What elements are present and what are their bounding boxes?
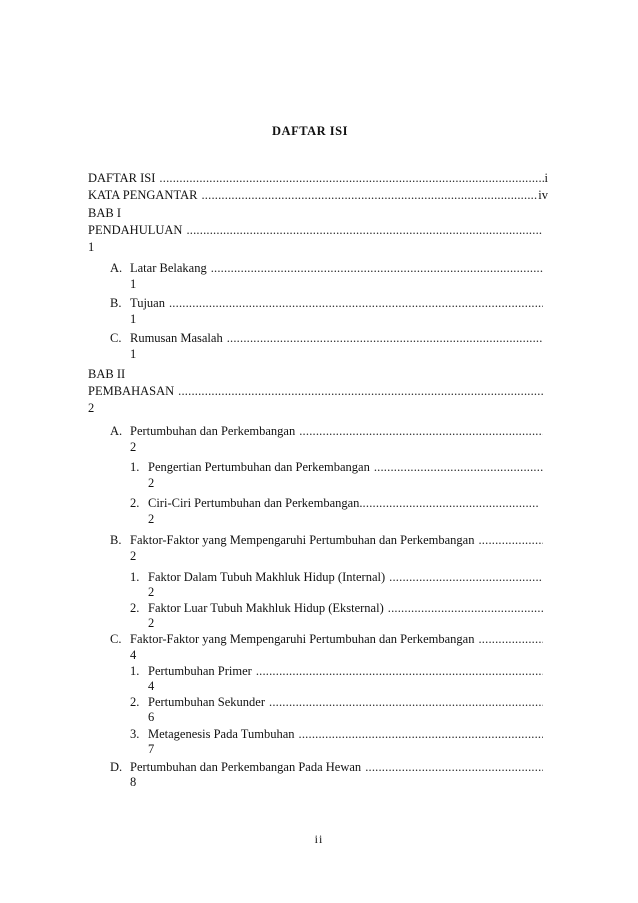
toc-leader <box>227 330 543 347</box>
toc-marker: 1. <box>130 570 140 584</box>
chapter-heading-bab-2: BAB II <box>88 367 126 381</box>
toc-page: 4 <box>130 648 137 662</box>
toc-page: iv <box>538 188 548 202</box>
toc-page: 8 <box>130 775 137 789</box>
toc-page: i <box>544 171 548 185</box>
toc-entry-pendahuluan[interactable] <box>88 222 543 239</box>
toc-page: 2 <box>130 549 137 563</box>
toc-entry-pembahasan[interactable] <box>88 383 543 400</box>
toc-marker: A. <box>110 261 123 275</box>
toc-marker: 2. <box>130 601 140 615</box>
toc-leader <box>256 663 543 680</box>
toc-marker: D. <box>110 760 123 774</box>
toc-leader <box>169 295 543 312</box>
toc-leader <box>211 260 543 277</box>
toc-marker: 2. <box>130 496 140 510</box>
toc-label: Pertumbuhan dan Perkembangan Pada Hewan <box>130 760 362 774</box>
toc-label: Pertumbuhan Primer <box>148 664 252 678</box>
toc-leader <box>365 759 543 776</box>
toc-entry-rumusan-masalah[interactable] <box>110 330 543 347</box>
toc-page: 1 <box>130 277 137 291</box>
toc-marker: B. <box>110 533 122 547</box>
toc-label: Rumusan Masalah <box>130 331 223 345</box>
toc-label: Latar Belakang <box>130 261 207 275</box>
toc-entry-tujuan[interactable] <box>110 295 543 312</box>
toc-leader <box>388 600 543 617</box>
toc-entry-pengertian[interactable] <box>130 459 543 476</box>
toc-label: DAFTAR ISI <box>88 171 156 185</box>
toc-marker: 2. <box>130 695 140 709</box>
toc-entry-faktor-faktor-c[interactable] <box>110 631 543 648</box>
toc-entry-pertumbuhan-dan-perkembangan[interactable] <box>110 423 543 440</box>
toc-leader <box>299 423 543 440</box>
toc-label: Metagenesis Pada Tumbuhan <box>148 727 295 741</box>
toc-entry-kata-pengantar[interactable] <box>88 187 548 204</box>
toc-page: 6 <box>148 710 155 724</box>
toc-leader <box>389 569 543 586</box>
toc-entry-latar-belakang[interactable] <box>110 260 543 277</box>
toc-page: 2 <box>148 512 155 526</box>
toc-entry-faktor-eksternal[interactable] <box>130 600 543 617</box>
toc-leader <box>178 383 543 400</box>
toc-page: 2 <box>148 476 155 490</box>
toc-marker: A. <box>110 424 123 438</box>
toc-page: 4 <box>148 679 155 693</box>
toc-page: 2 <box>148 585 155 599</box>
toc-label: Pengertian Pertumbuhan dan Perkembangan <box>148 460 370 474</box>
toc-leader <box>159 170 544 187</box>
toc-label: PENDAHULUAN <box>88 223 183 237</box>
toc-entry-faktor-internal[interactable] <box>130 569 543 586</box>
toc-entry-pertumbuhan-primer[interactable] <box>130 663 543 680</box>
toc-leader <box>374 459 543 476</box>
toc-marker: C. <box>110 632 122 646</box>
toc-leader <box>478 532 543 549</box>
toc-label: Pertumbuhan Sekunder <box>148 695 265 709</box>
toc-marker: B. <box>110 296 122 310</box>
toc-entry-pertumbuhan-hewan[interactable] <box>110 759 543 776</box>
toc-entry-pertumbuhan-sekunder[interactable] <box>130 694 543 711</box>
toc-marker: C. <box>110 331 122 345</box>
toc-entry-metagenesis[interactable] <box>130 726 543 743</box>
toc-leader <box>201 187 538 204</box>
toc-leader <box>186 222 543 239</box>
toc-page: 1 <box>130 312 137 326</box>
toc-entry-daftar-isi[interactable] <box>88 170 548 187</box>
page-number: ii <box>314 832 324 846</box>
toc-page: 2 <box>148 616 155 630</box>
toc-page: 2 <box>130 440 137 454</box>
toc-marker: 1. <box>130 664 140 678</box>
toc-leader <box>363 495 538 512</box>
toc-page: 2 <box>88 401 95 415</box>
toc-label: Faktor-Faktor yang Mempengaruhi Pertumbuhan dan Perkembangan <box>130 533 475 547</box>
toc-leader <box>299 726 543 743</box>
toc-leader <box>478 631 543 648</box>
toc-page: 1 <box>130 347 137 361</box>
chapter-heading-bab-1: BAB I <box>88 206 121 220</box>
toc-entry-faktor-faktor-b[interactable] <box>110 532 543 549</box>
toc-page: 7 <box>148 742 155 756</box>
toc-label: Faktor-Faktor yang Mempengaruhi Pertumbuhan dan Perkembangan <box>130 632 475 646</box>
toc-marker: 1. <box>130 460 140 474</box>
toc-label: Pertumbuhan dan Perkembangan <box>130 424 296 438</box>
toc-marker: 3. <box>130 727 140 741</box>
toc-label: Tujuan <box>130 296 165 310</box>
toc-label: KATA PENGANTAR <box>88 188 198 202</box>
toc-label: Faktor Dalam Tubuh Makhluk Hidup (Internal) <box>148 570 386 584</box>
page-title: DAFTAR ISI <box>272 124 348 138</box>
toc-page: 1 <box>88 240 95 254</box>
toc-label: Ciri-Ciri Pertumbuhan dan Perkembangan. <box>148 496 363 510</box>
toc-entry-ciri-ciri[interactable] <box>130 495 538 512</box>
toc-leader <box>269 694 543 711</box>
toc-label: Faktor Luar Tubuh Makhluk Hidup (Eksternal) <box>148 601 384 615</box>
toc-label: PEMBAHASAN <box>88 384 175 398</box>
